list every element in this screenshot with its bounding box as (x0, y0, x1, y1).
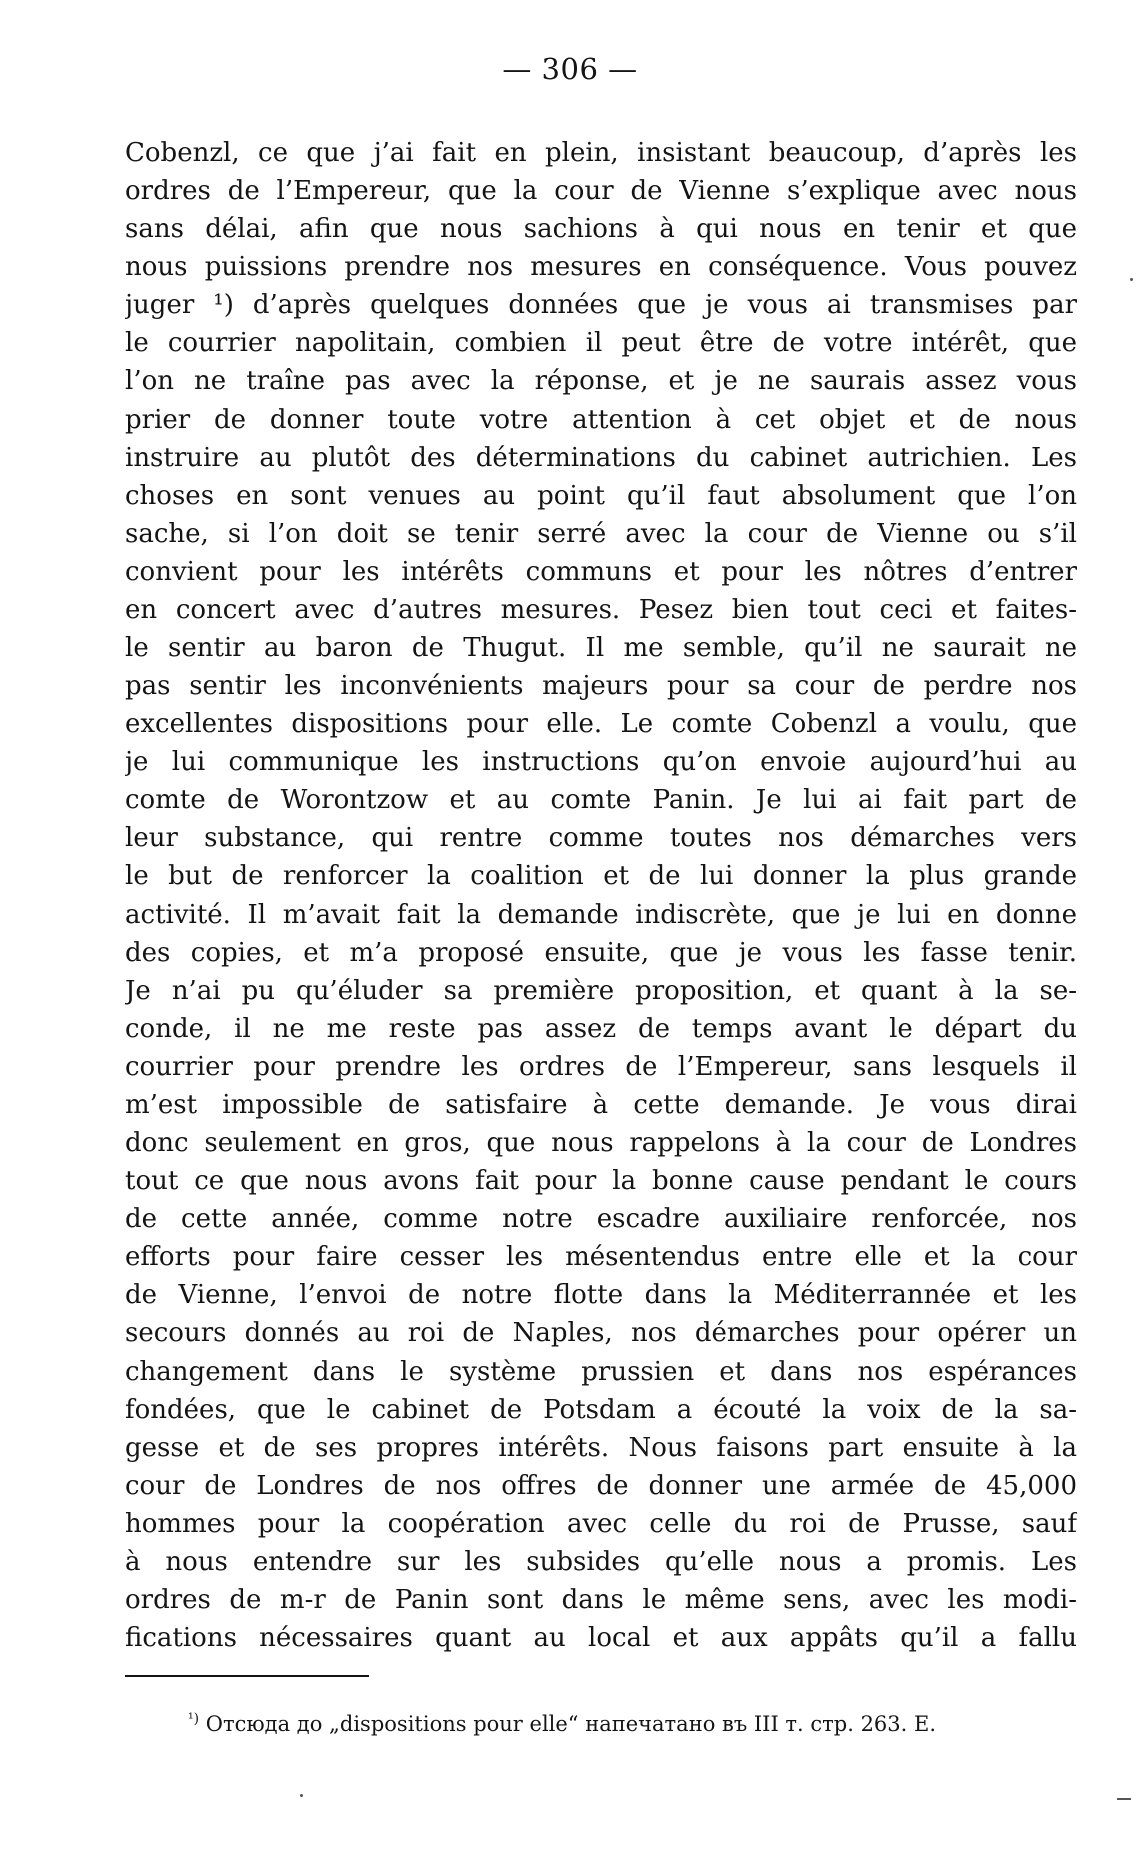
text-line: ordres de l’Empereur, que la cour de Vienne s’explique avec nous (125, 176, 1077, 207)
page-number: — 306 — (502, 52, 638, 86)
footnote-marker: ¹) (188, 1711, 200, 1727)
text-line: cour de Londres de nos offres de donner une armée de 45,000 (125, 1470, 1077, 1501)
text-line: des copies, et m’a proposé ensuite, que je vous les fasse tenir. (125, 937, 1077, 968)
text-line: fications nécessaires quant au local et aux appâts qu’il a fallu (125, 1623, 1077, 1654)
text-line: efforts pour faire cesser les mésentendus entre elle et la cour (125, 1242, 1077, 1273)
text-line: le sentir au baron de Thugut. Il me semble, qu’il ne saurait ne (125, 633, 1077, 664)
text-line: nous puissions prendre nos mesures en conséquence. Vous pouvez (125, 252, 1077, 283)
text-line: conde, il ne me reste pas assez de temps avant le départ du (125, 1013, 1077, 1044)
text-line: je lui communique les instructions qu’on envoie aujourd’hui au (125, 747, 1077, 778)
text-line: de Vienne, l’envoi de notre flotte dans la Méditerrannée et les (125, 1280, 1077, 1311)
text-line: ordres de m-r de Panin sont dans le même sens, avec les modi- (125, 1584, 1077, 1615)
text-line: courrier pour prendre les ordres de l’Empereur, sans lesquels il (125, 1051, 1077, 1082)
text-line: en concert avec d’autres mesures. Pesez bien tout ceci et faites- (125, 594, 1077, 625)
footnote-text: Отсюда до „dispositions pour elle“ напечатано въ III т. стр. 263. Е. (205, 1712, 937, 1736)
text-line: le but de renforcer la coalition et de lui donner la plus grande (125, 861, 1077, 892)
text-line: prier de donner toute votre attention à cet objet et de nous (125, 404, 1077, 435)
text-line: choses en sont venues au point qu’il faut absolument que l’on (125, 480, 1077, 511)
text-line: de cette année, comme notre escadre auxiliaire renforcée, nos (125, 1204, 1077, 1235)
text-line: secours donnés au roi de Naples, nos démarches pour opérer un (125, 1318, 1077, 1349)
scan-speck (1117, 1798, 1131, 1800)
text-line: Cobenzl, ce que j’ai fait en plein, insistant beaucoup, d’après les (125, 138, 1077, 168)
body-text (125, 134, 1077, 1657)
footnote-divider (125, 1675, 369, 1677)
text-line: hommes pour la coopération avec celle du roi de Prusse, sauf (125, 1508, 1077, 1539)
text-line: l’on ne traîne pas avec la réponse, et je ne saurais assez vous (125, 366, 1077, 397)
text-line: donc seulement en gros, que nous rappelons à la cour de Londres (125, 1128, 1077, 1159)
text-line: fondées, que le cabinet de Potsdam a écouté la voix de la sa- (125, 1394, 1077, 1425)
text-line: convient pour les intérêts communs et pour les nôtres d’entrer (125, 556, 1077, 587)
text-line: gesse et de ses propres intérêts. Nous faisons part ensuite à la (125, 1432, 1077, 1463)
text-line: à nous entendre sur les subsides qu’elle nous a promis. Les (125, 1546, 1077, 1577)
scan-speck (1130, 278, 1133, 281)
text-line: pas sentir les inconvénients majeurs pour sa cour de perdre nos (125, 671, 1077, 702)
text-line: changement dans le système prussien et dans nos espérances (125, 1356, 1077, 1387)
text-line: leur substance, qui rentre comme toutes nos démarches vers (125, 823, 1077, 854)
scan-speck (300, 1794, 303, 1797)
text-line: sache, si l’on doit se tenir serré avec la cour de Vienne ou s’il (125, 518, 1077, 549)
text-line: Je n’ai pu qu’éluder sa première proposition, et quant à la se- (125, 975, 1077, 1006)
text-line: instruire au plutôt des déterminations du cabinet autrichien. Les (125, 442, 1077, 473)
text-line: excellentes dispositions pour elle. Le comte Cobenzl a voulu, que (125, 709, 1077, 740)
text-line: activité. Il m’avait fait la demande indiscrète, que je lui en donne (125, 899, 1077, 930)
text-line: tout ce que nous avons fait pour la bonne cause pendant le cours (125, 1166, 1077, 1197)
footnote (188, 1704, 1068, 1739)
text-line: comte de Worontzow et au comte Panin. Je lui ai fait part de (125, 785, 1077, 816)
text-line: sans délai, afin que nous sachions à qui nous en tenir et que (125, 214, 1077, 245)
text-line: m’est impossible de satisfaire à cette demande. Je vous dirai (125, 1089, 1077, 1120)
text-line: juger ¹) d’après quelques données que je vous ai transmises par (125, 290, 1077, 321)
text-line: le courrier napolitain, combien il peut être de votre intérêt, que (125, 328, 1077, 359)
